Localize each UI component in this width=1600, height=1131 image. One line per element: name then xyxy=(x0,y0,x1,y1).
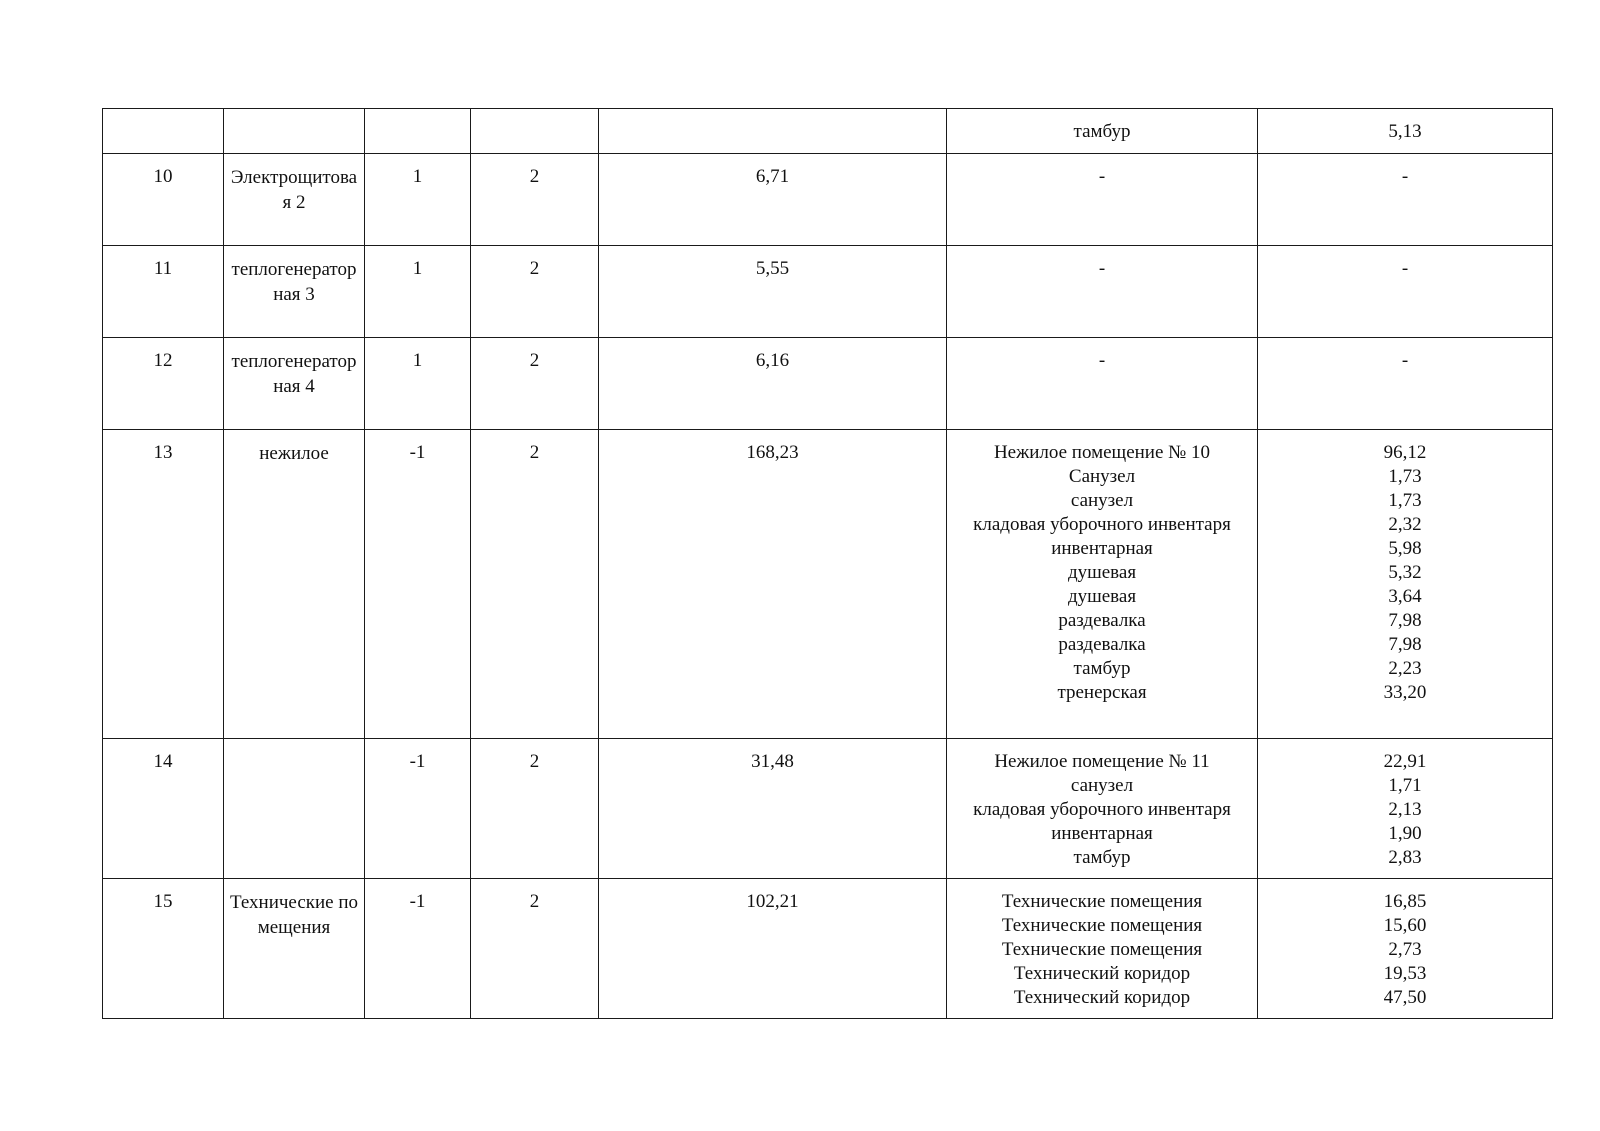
sub-room-areas-cell xyxy=(1258,430,1553,739)
row-number-cell xyxy=(103,109,224,154)
sub-room-name: Технические помещения xyxy=(1001,915,1203,936)
area-cell: 168,23 xyxy=(599,430,947,739)
sub-room-names-cell xyxy=(947,154,1258,246)
sub-room-area: - xyxy=(1401,166,1409,187)
premises-table xyxy=(102,108,1553,1019)
sub-room-name: санузел xyxy=(1070,775,1134,796)
count-cell: 2 xyxy=(471,879,599,1019)
room-name-cell: теплогенераторная 3 xyxy=(224,246,365,338)
sub-room-area: 7,98 xyxy=(1388,610,1422,631)
sub-room-name: тамбур xyxy=(1073,658,1131,679)
sub-room-areas-cell xyxy=(1258,154,1553,246)
sub-room-name: - xyxy=(1098,166,1106,187)
room-name-cell xyxy=(224,739,365,879)
count-cell: 2 xyxy=(471,154,599,246)
sub-room-name: раздевалка xyxy=(1058,610,1146,631)
sub-room-name: Нежилое помещение № 10 xyxy=(993,442,1211,463)
table-row xyxy=(103,879,1553,1019)
sub-room-area: 2,83 xyxy=(1388,847,1422,868)
count-cell: 2 xyxy=(471,246,599,338)
table-row xyxy=(103,430,1553,739)
sub-room-area: 1,73 xyxy=(1388,466,1422,487)
sub-room-name: - xyxy=(1098,350,1106,371)
sub-room-area: 15,60 xyxy=(1383,915,1427,936)
sub-room-name: душевая xyxy=(1067,586,1137,607)
sub-room-area: 1,90 xyxy=(1388,823,1422,844)
sub-room-name: инвентарная xyxy=(1051,823,1153,844)
area-cell: 5,55 xyxy=(599,246,947,338)
sub-room-area: 1,73 xyxy=(1388,490,1422,511)
sub-room-area: 1,71 xyxy=(1388,775,1422,796)
room-name-cell: нежилое xyxy=(224,430,365,739)
sub-room-area: - xyxy=(1401,350,1409,371)
table-row xyxy=(103,338,1553,430)
sub-room-area: 2,32 xyxy=(1388,514,1422,535)
sub-room-area: 2,23 xyxy=(1388,658,1422,679)
sub-room-names-cell xyxy=(947,246,1258,338)
sub-room-name: Технический коридор xyxy=(1013,963,1191,984)
room-name-cell: Электрощитовая 2 xyxy=(224,154,365,246)
floor-cell: 1 xyxy=(365,338,471,430)
sub-room-names-cell xyxy=(947,879,1258,1019)
table-row xyxy=(103,154,1553,246)
sub-room-name: тренерская xyxy=(1057,682,1147,703)
sub-room-area: 5,32 xyxy=(1388,562,1422,583)
sub-room-name: кладовая уборочного инвентаря xyxy=(973,799,1231,820)
area-cell: 6,16 xyxy=(599,338,947,430)
count-cell: 2 xyxy=(471,338,599,430)
floor-cell: 1 xyxy=(365,154,471,246)
table-row xyxy=(103,109,1553,154)
sub-room-name: Технический коридор xyxy=(1013,987,1191,1008)
sub-room-name: раздевалка xyxy=(1058,634,1146,655)
count-cell: 2 xyxy=(471,430,599,739)
sub-room-name: Санузел xyxy=(1068,466,1136,487)
sub-room-name: санузел xyxy=(1070,490,1134,511)
sub-room-name: - xyxy=(1098,258,1106,279)
sub-room-area: 19,53 xyxy=(1383,963,1427,984)
count-cell xyxy=(471,109,599,154)
sub-room-areas-cell xyxy=(1258,739,1553,879)
table-row xyxy=(103,739,1553,879)
sub-room-area: 2,73 xyxy=(1388,939,1422,960)
sub-room-area: 22,91 xyxy=(1383,751,1427,772)
sub-room-names-cell xyxy=(947,338,1258,430)
area-cell xyxy=(599,109,947,154)
sub-room-area: 3,64 xyxy=(1388,586,1422,607)
sub-room-name: тамбур xyxy=(1073,121,1131,142)
sub-room-area: 2,13 xyxy=(1388,799,1422,820)
sub-room-area: 5,98 xyxy=(1388,538,1422,559)
room-name-cell: Технические помещения xyxy=(224,879,365,1019)
sub-room-areas-cell xyxy=(1258,879,1553,1019)
room-name-cell xyxy=(224,109,365,154)
row-number-cell: 14 xyxy=(103,739,224,879)
sub-room-area: - xyxy=(1401,258,1409,279)
row-number-cell: 15 xyxy=(103,879,224,1019)
sub-room-area: 96,12 xyxy=(1383,442,1427,463)
sub-room-name: Технические помещения xyxy=(1001,891,1203,912)
floor-cell: -1 xyxy=(365,739,471,879)
row-number-cell: 11 xyxy=(103,246,224,338)
sub-room-names-cell xyxy=(947,739,1258,879)
sub-room-name: Технические помещения xyxy=(1001,939,1203,960)
count-cell: 2 xyxy=(471,739,599,879)
sub-room-areas-cell xyxy=(1258,246,1553,338)
sub-room-area: 47,50 xyxy=(1383,987,1427,1008)
floor-cell: 1 xyxy=(365,246,471,338)
sub-room-name: тамбур xyxy=(1073,847,1131,868)
area-cell: 102,21 xyxy=(599,879,947,1019)
sub-room-name: кладовая уборочного инвентаря xyxy=(973,514,1231,535)
area-cell: 6,71 xyxy=(599,154,947,246)
row-number-cell: 13 xyxy=(103,430,224,739)
floor-cell: -1 xyxy=(365,430,471,739)
sub-room-areas-cell xyxy=(1258,338,1553,430)
table-row xyxy=(103,246,1553,338)
sub-room-area: 33,20 xyxy=(1383,682,1427,703)
sub-room-area: 7,98 xyxy=(1388,634,1422,655)
sub-room-names-cell xyxy=(947,109,1258,154)
row-number-cell: 12 xyxy=(103,338,224,430)
row-number-cell: 10 xyxy=(103,154,224,246)
table-body xyxy=(103,109,1553,1019)
sub-room-area: 5,13 xyxy=(1388,121,1422,142)
sub-room-name: Нежилое помещение № 11 xyxy=(994,751,1210,772)
room-name-cell: теплогенераторная 4 xyxy=(224,338,365,430)
sub-room-areas-cell xyxy=(1258,109,1553,154)
sub-room-name: инвентарная xyxy=(1051,538,1153,559)
sub-room-names-cell xyxy=(947,430,1258,739)
floor-cell: -1 xyxy=(365,879,471,1019)
floor-cell xyxy=(365,109,471,154)
area-cell: 31,48 xyxy=(599,739,947,879)
sub-room-area: 16,85 xyxy=(1383,891,1427,912)
sub-room-name: душевая xyxy=(1067,562,1137,583)
